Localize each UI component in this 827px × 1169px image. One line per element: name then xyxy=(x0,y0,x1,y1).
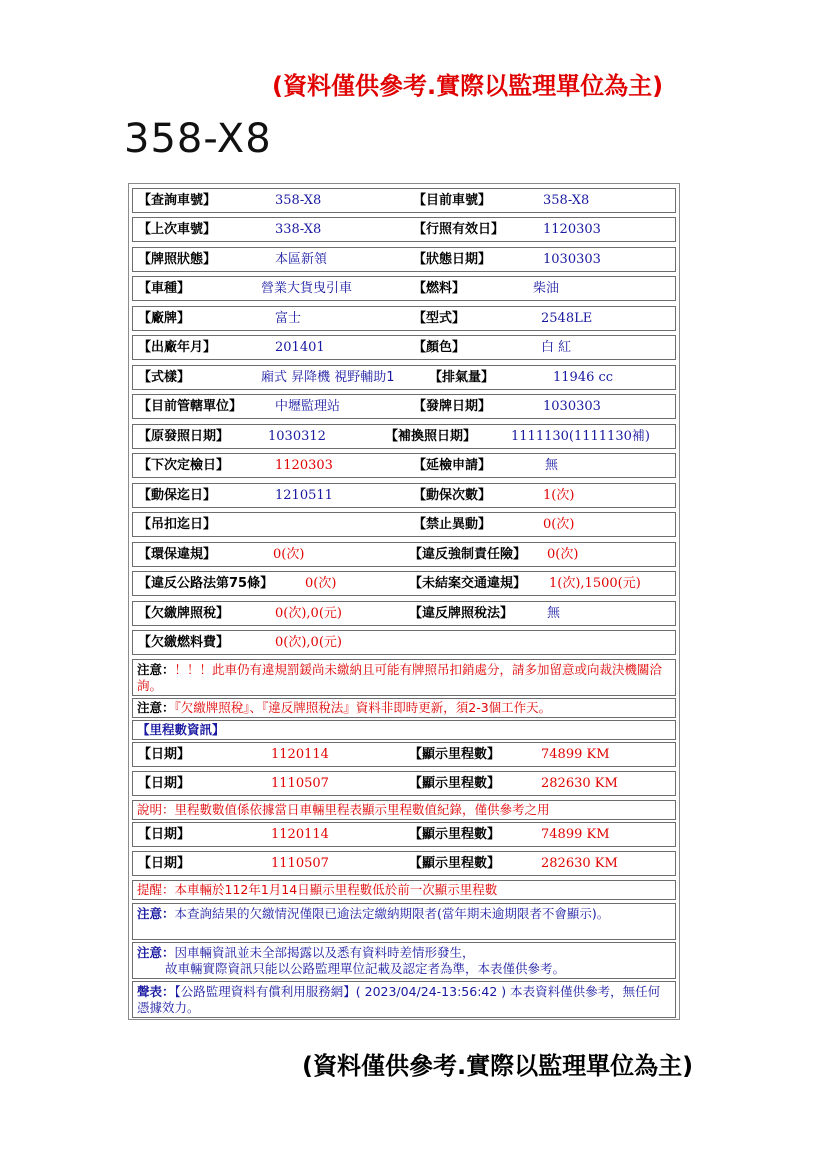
info-row xyxy=(132,365,676,390)
notice-prefix: 注意： xyxy=(137,662,175,677)
field-value: 1120303 xyxy=(275,458,333,473)
mileage-km-label: 【顯示里程數】 xyxy=(409,747,501,762)
notice-prefix: 注意： xyxy=(137,906,175,921)
info-row xyxy=(132,453,676,478)
field-value: 2548LE xyxy=(541,311,593,326)
field-label: 【出廠年月】 xyxy=(138,340,217,355)
field-value: 本區新領 xyxy=(275,252,328,267)
plate-number-title: 358-X8 xyxy=(124,116,272,162)
field-label: 【吊扣迄日】 xyxy=(138,517,217,532)
violation-notice xyxy=(132,659,676,696)
info-row xyxy=(132,335,676,360)
info-row xyxy=(132,483,676,508)
info-row xyxy=(132,601,676,626)
notice-body-line2: 故車輛實際資訊只能以公路監理單位記載及認定者為準，本表僅供參考。 xyxy=(165,961,566,976)
mileage-km-value: 74899 KM xyxy=(541,827,610,842)
info-row xyxy=(132,424,676,449)
mileage-date-value: 1110507 xyxy=(271,776,329,791)
mileage-date-label: 【日期】 xyxy=(138,827,191,842)
mileage-date-label: 【日期】 xyxy=(138,747,191,762)
field-value: 營業大貨曳引車 xyxy=(261,281,353,296)
info-row xyxy=(132,394,676,419)
field-value: 柴油 xyxy=(533,281,560,296)
field-label: 【未結案交通違規】 xyxy=(409,576,527,591)
mileage-date-value: 1120114 xyxy=(271,747,329,762)
field-label: 【式樣】 xyxy=(138,370,191,385)
info-row xyxy=(132,217,676,242)
notice-prefix: 注意： xyxy=(137,945,175,960)
arrears-notice-text xyxy=(137,906,671,922)
notice-body: 本查詢結果的欠繳情況僅限已逾法定繳納期限者(當年期未逾期限者不會顯示)。 xyxy=(174,906,610,921)
disclaimer-body: 【公路監理資料有償利用服務網】( 2023/04/24-13:56:42 ) 本表資料僅供參考，無任何憑據效力。 xyxy=(137,984,661,1015)
field-value: 0(次) xyxy=(547,547,579,562)
tax-update-notice xyxy=(132,698,676,718)
field-label: 【違反強制責任險】 xyxy=(409,547,527,562)
field-label: 【狀態日期】 xyxy=(413,252,492,267)
mileage-km-label: 【顯示里程數】 xyxy=(409,856,501,871)
field-value: 1030303 xyxy=(543,399,601,414)
field-label: 【行照有效日】 xyxy=(413,222,505,237)
field-label: 【欠繳燃料費】 xyxy=(138,635,230,650)
field-label: 【下次定檢日】 xyxy=(138,458,230,473)
mileage-reminder-text: 提醒：本車輛於112年1月14日顯示里程數低於前一次顯示里程數 xyxy=(137,882,498,897)
field-value: 富士 xyxy=(275,311,302,326)
mileage-km-value: 282630 KM xyxy=(541,776,618,791)
footer-notice: (資料僅供參考.實際以監理單位為主) xyxy=(302,1052,694,1080)
disclaimer-text xyxy=(137,984,671,1016)
info-row xyxy=(132,276,676,301)
field-label: 【發牌日期】 xyxy=(413,399,492,414)
field-value: 中壢監理站 xyxy=(275,399,341,414)
field-value: 0(次),0(元) xyxy=(275,635,342,650)
field-label: 【欠繳牌照稅】 xyxy=(138,606,230,621)
info-row xyxy=(132,571,676,596)
field-label: 【型式】 xyxy=(413,311,466,326)
mileage-section xyxy=(132,720,676,740)
field-label: 【廠牌】 xyxy=(138,311,191,326)
field-value: 白 紅 xyxy=(541,340,572,355)
field-value: 1120303 xyxy=(543,222,601,237)
field-value: 1(次) xyxy=(543,488,575,503)
field-value: 無 xyxy=(547,606,561,621)
mileage-note xyxy=(132,800,676,820)
field-label: 【燃料】 xyxy=(413,281,466,296)
field-label: 【查詢車號】 xyxy=(138,193,217,208)
info-row xyxy=(132,247,676,272)
mileage-km-label: 【顯示里程數】 xyxy=(409,827,501,842)
mileage-section-title: 【里程數資訊】 xyxy=(137,722,225,737)
notice-prefix: 注意： xyxy=(137,700,175,715)
mileage-date-value: 1110507 xyxy=(271,856,329,871)
field-value: 廂式 昇降機 視野輔助1 xyxy=(261,370,395,385)
mileage-km-label: 【顯示里程數】 xyxy=(409,776,501,791)
data-disclosure-notice xyxy=(132,942,676,979)
mileage-row xyxy=(132,771,676,796)
field-label: 【上次車號】 xyxy=(138,222,217,237)
field-value: 無 xyxy=(545,458,559,473)
field-label: 【顏色】 xyxy=(413,340,466,355)
data-disclosure-notice-text xyxy=(137,945,671,977)
field-label: 【目前管轄單位】 xyxy=(138,399,243,414)
info-row xyxy=(132,542,676,567)
mileage-km-value: 282630 KM xyxy=(541,856,618,871)
notice-body: ！！！此車仍有違規罰鍰尚未繳納且可能有牌照吊扣銷處分，請多加留意或向裁決機關洽詢。 xyxy=(137,662,663,693)
field-label: 【延檢申請】 xyxy=(413,458,492,473)
field-value: 338-X8 xyxy=(275,222,322,237)
violation-notice-text xyxy=(137,662,671,694)
field-label: 【違反公路法第75條】 xyxy=(138,576,274,591)
field-value: 11946 cc xyxy=(553,370,614,385)
field-label: 【補換照日期】 xyxy=(385,429,477,444)
mileage-km-value: 74899 KM xyxy=(541,747,610,762)
tax-update-notice-text xyxy=(137,700,671,716)
mileage-date-label: 【日期】 xyxy=(138,776,191,791)
vehicle-info-table xyxy=(128,183,680,1020)
field-label: 【禁止異動】 xyxy=(413,517,492,532)
field-value: 201401 xyxy=(275,340,325,355)
field-label: 【動保迄日】 xyxy=(138,488,217,503)
field-value: 358-X8 xyxy=(543,193,590,208)
notice-body: 因車輛資訊並未全部揭露以及悉有資料時差情形發生， xyxy=(174,945,475,960)
field-label: 【環保違規】 xyxy=(138,547,217,562)
field-label: 【原發照日期】 xyxy=(138,429,230,444)
field-label: 【違反牌照稅法】 xyxy=(409,606,514,621)
field-value: 0(次) xyxy=(305,576,337,591)
notice-body: 『欠繳牌照稅』、『違反牌照稅法』資料非即時更新，須2-3個工作天。 xyxy=(174,700,552,715)
arrears-notice xyxy=(132,903,676,940)
disclaimer-prefix: 聲表： xyxy=(137,984,175,999)
field-value: 0(次) xyxy=(543,517,575,532)
field-value: 0(次),0(元) xyxy=(275,606,342,621)
field-label: 【動保次數】 xyxy=(413,488,492,503)
mileage-row xyxy=(132,851,676,876)
header-notice: (資料僅供參考.實際以監理單位為主) xyxy=(272,72,664,100)
mileage-reminder xyxy=(132,880,676,900)
mileage-date-value: 1120114 xyxy=(271,827,329,842)
field-value: 0(次) xyxy=(273,547,305,562)
info-row xyxy=(132,630,676,655)
field-value: 1210511 xyxy=(275,488,333,503)
field-value: 1030312 xyxy=(268,429,326,444)
mileage-row xyxy=(132,822,676,847)
mileage-date-label: 【日期】 xyxy=(138,856,191,871)
field-value: 1(次),1500(元) xyxy=(549,576,641,591)
mileage-note-text: 說明：里程數數值係依據當日車輛里程表顯示里程數值紀錄，僅供參考之用 xyxy=(137,802,550,817)
field-value: 1030303 xyxy=(543,252,601,267)
field-value: 1111130(1111130補) xyxy=(511,429,650,444)
field-label: 【目前車號】 xyxy=(413,193,492,208)
info-row xyxy=(132,188,676,213)
info-row xyxy=(132,512,676,537)
disclaimer xyxy=(132,981,676,1018)
info-row xyxy=(132,306,676,331)
mileage-row xyxy=(132,742,676,767)
field-label: 【牌照狀態】 xyxy=(138,252,217,267)
field-label: 【排氣量】 xyxy=(429,370,495,385)
field-label: 【車種】 xyxy=(138,281,191,296)
field-value: 358-X8 xyxy=(275,193,322,208)
